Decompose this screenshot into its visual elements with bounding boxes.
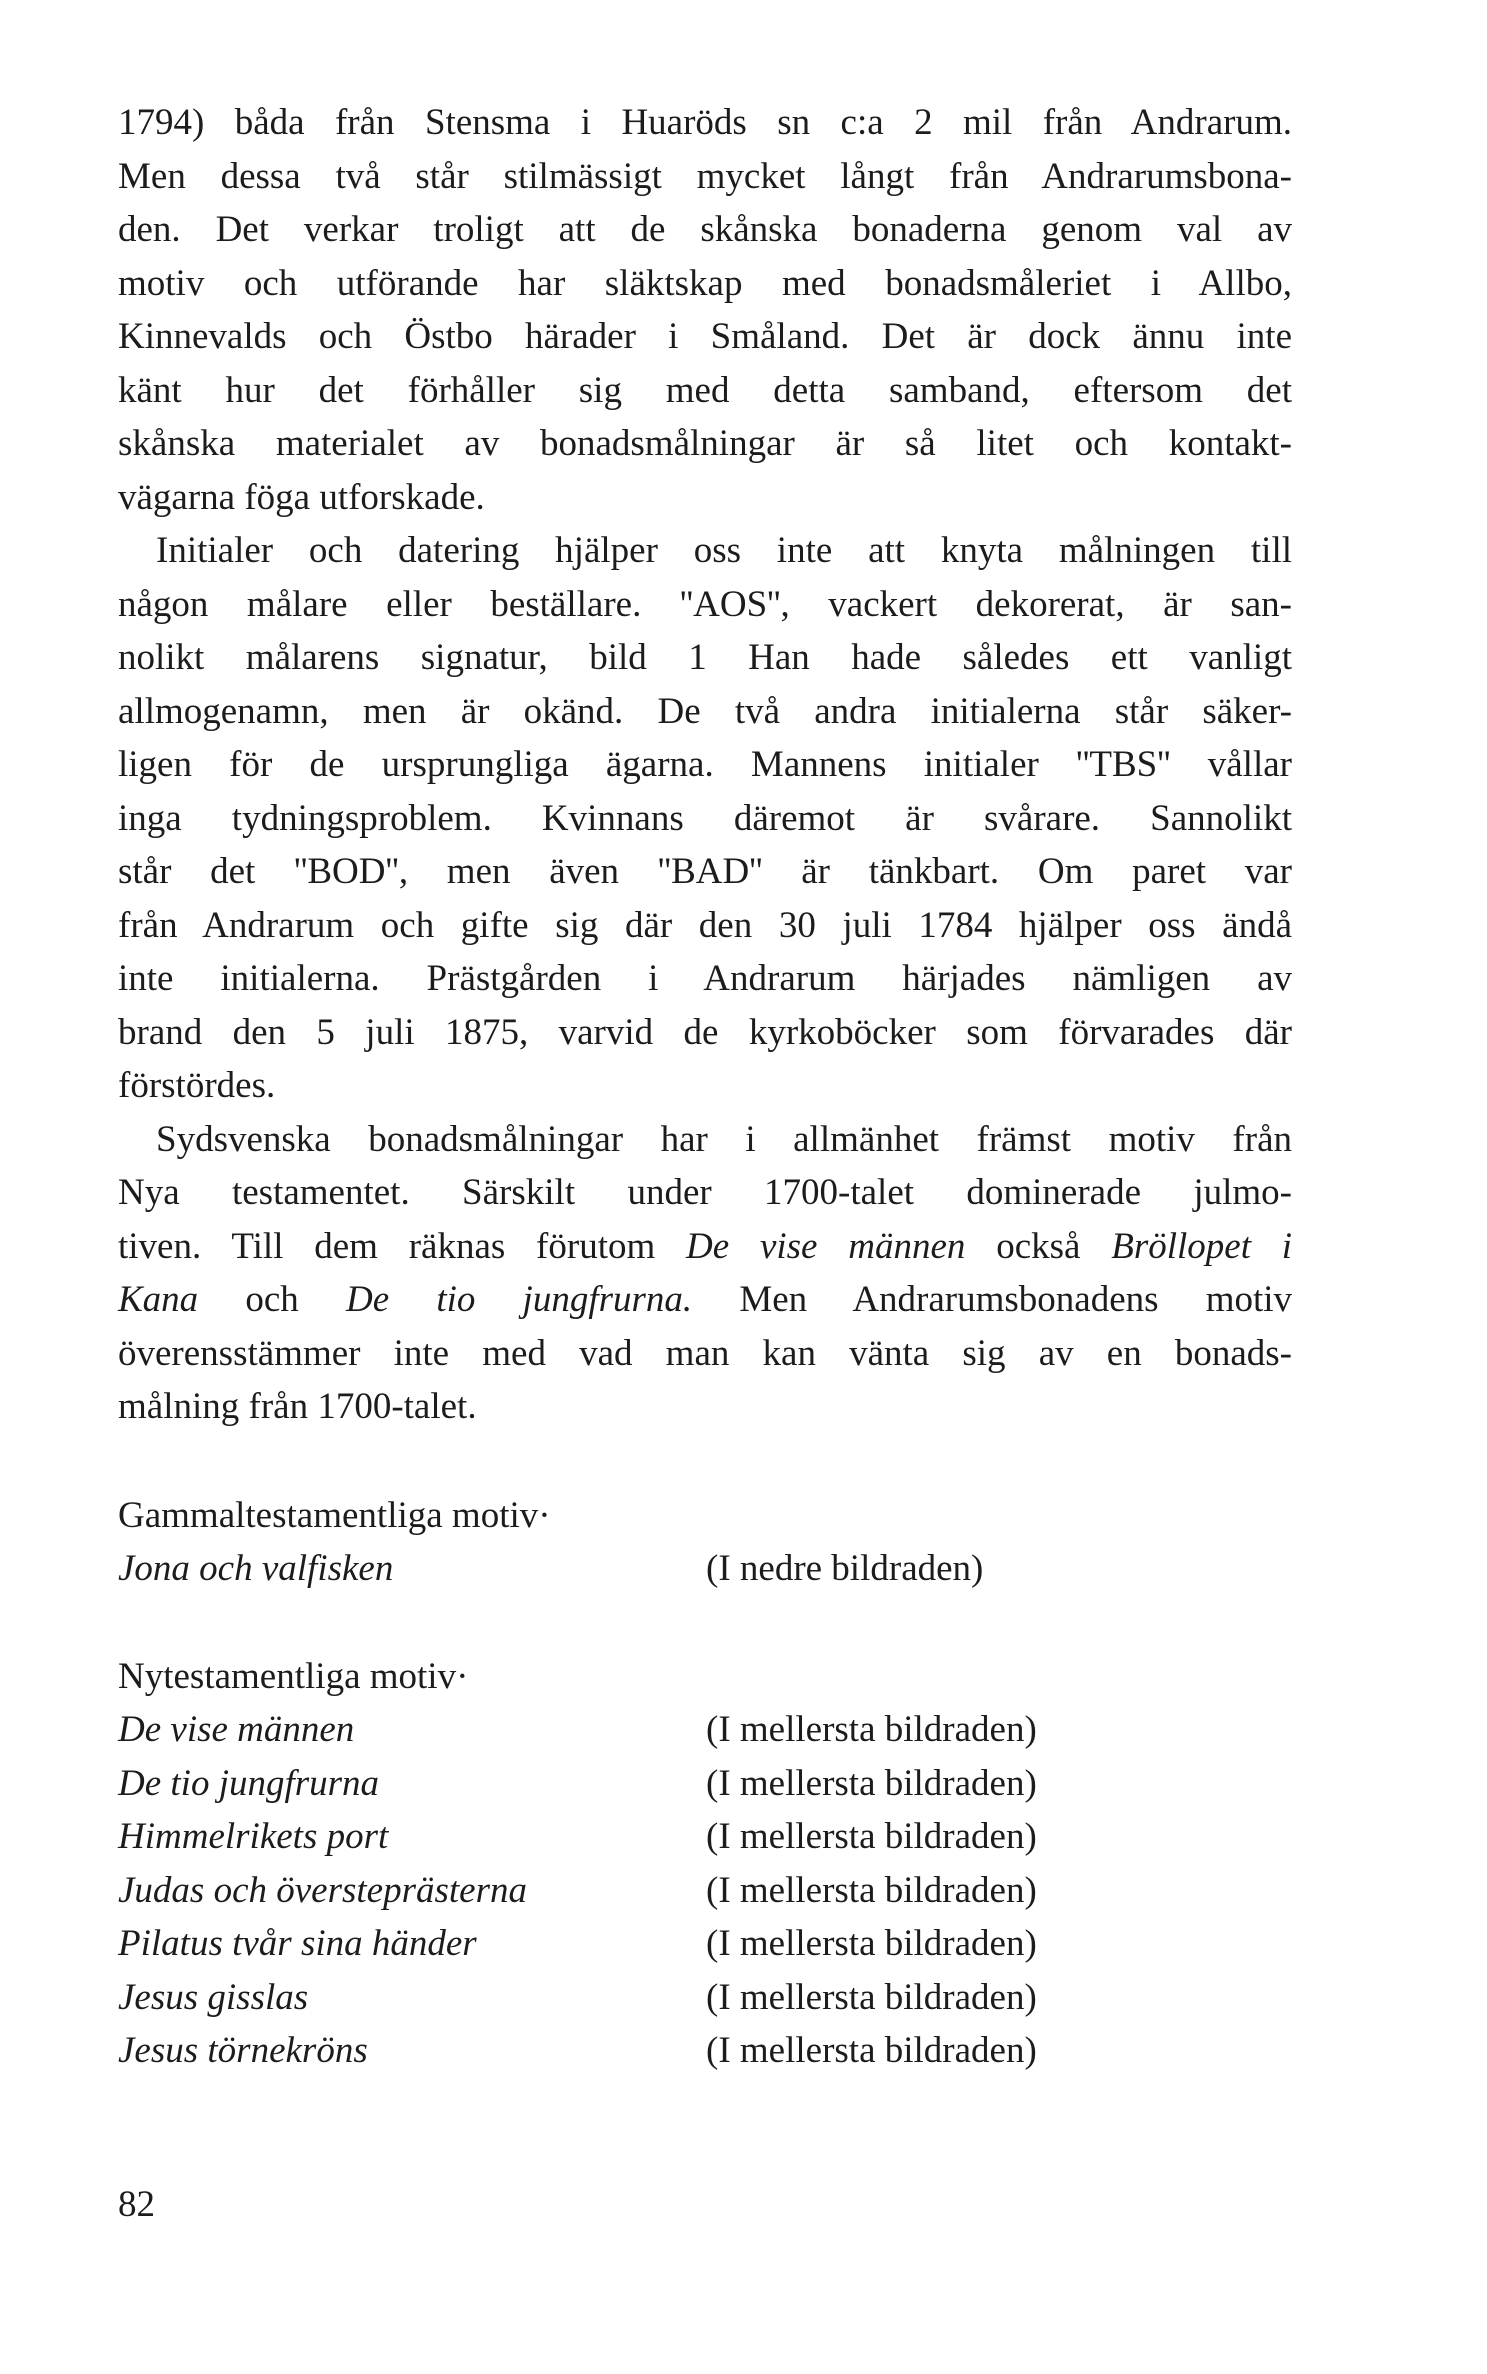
italic-title: De vise männen	[686, 1225, 966, 1267]
italic-title: Bröllopet i	[1111, 1225, 1293, 1267]
list-heading: Nytestamentliga motiv·	[118, 1655, 469, 1697]
italic-title: Kana	[118, 1279, 199, 1320]
page-number: 82	[118, 2184, 155, 2225]
text-line: målning från 1700-talet.	[118, 1386, 477, 1427]
list-item	[118, 1810, 1292, 1864]
motif-title: De vise männen	[118, 1709, 355, 1750]
motif-location: (I mellersta bildraden)	[706, 1976, 1037, 2018]
text-line-mixed	[118, 1273, 1292, 1327]
text-segment: också	[996, 1225, 1081, 1267]
text-line: Nya testamentet. Särskilt under 1700-talet dominerade julmo-	[118, 1172, 1292, 1213]
text-segment: och	[245, 1279, 299, 1320]
text-line: vägarna föga utforskade.	[118, 476, 485, 518]
motif-location: (I mellersta bildraden)	[706, 1869, 1037, 1911]
motif-title: Jesus törnekröns	[118, 2030, 368, 2071]
text-line: motiv och utförande har släktskap med bonadsmåleriet i Allbo,	[118, 262, 1292, 304]
motif-title: Jesus gisslas	[118, 1976, 309, 2018]
motif-title: Jona och valfisken	[118, 1548, 394, 1589]
paragraph-2	[118, 524, 1292, 1113]
motif-title: De tio jungfrurna	[118, 1762, 380, 1804]
list-item	[118, 1864, 1292, 1918]
text-segment: tiven. Till dem räknas förutom	[118, 1225, 656, 1267]
page-body	[118, 96, 1292, 2078]
motif-location: (I mellersta bildraden)	[706, 1923, 1037, 1964]
paragraph-3	[118, 1113, 1292, 1434]
new-testament-list	[118, 1650, 1292, 2078]
text-line: nolikt målarens signatur, bild 1 Han hade således ett vanligt	[118, 637, 1292, 678]
list-item	[118, 2024, 1292, 2078]
motif-location: (I mellersta bildraden)	[706, 2030, 1037, 2071]
text-line: skånska materialet av bonadsmålningar är så litet och kontakt-	[118, 423, 1292, 464]
list-item	[118, 1542, 1292, 1596]
text-line: ligen för de ursprungliga ägarna. Mannens initialer ''TBS'' vållar	[118, 744, 1292, 785]
list-item	[118, 1757, 1292, 1811]
text-line: från Andrarum och gifte sig där den 30 juli 1784 hjälper oss ändå	[118, 904, 1292, 946]
text-line: Kinnevalds och Östbo härader i Småland. Det är dock ännu inte	[118, 316, 1292, 357]
text-line: Initialer och datering hjälper oss inte att knyta målningen till	[156, 530, 1292, 571]
text-line: står det ''BOD'', men även ''BAD'' är tänkbart. Om paret var	[118, 851, 1292, 892]
motif-location: (I nedre bildraden)	[706, 1548, 984, 1589]
text-line: allmogenamn, men är okänd. De två andra initialerna står säker-	[118, 690, 1292, 732]
motif-location: (I mellersta bildraden)	[706, 1709, 1037, 1750]
list-item	[118, 1971, 1292, 2025]
text-line: inga tydningsproblem. Kvinnans däremot är svårare. Sannolikt	[118, 797, 1292, 839]
text-line: brand den 5 juli 1875, varvid de kyrkoböcker som förvarades där	[118, 1011, 1292, 1053]
text-line: någon målare eller beställare. ''AOS'', vackert dekorerat, är san-	[118, 583, 1292, 625]
motif-title: Himmelrikets port	[118, 1816, 389, 1857]
text-segment: Men Andrarumsbonadens motiv	[739, 1279, 1293, 1320]
motif-title: Pilatus tvår sina händer	[118, 1923, 477, 1964]
motif-title: Judas och översteprästerna	[118, 1869, 527, 1911]
text-line: den. Det verkar troligt att de skånska bonaderna genom val av	[118, 209, 1292, 250]
text-line: överensstämmer inte med vad man kan vänta sig av en bonads-	[118, 1332, 1292, 1374]
text-line: Sydsvenska bonadsmålningar har i allmänhet främst motiv från	[156, 1118, 1292, 1160]
list-heading: Gammaltestamentliga motiv·	[118, 1494, 551, 1536]
motif-location: (I mellersta bildraden)	[706, 1816, 1037, 1857]
motif-location: (I mellersta bildraden)	[706, 1762, 1037, 1804]
text-line: 1794) båda från Stensma i Huaröds sn c:a 2 mil från Andrarum.	[118, 102, 1292, 143]
text-line: Men dessa två står stilmässigt mycket långt från Andrarumsbona-	[118, 155, 1292, 197]
italic-title: De tio jungfrurna.	[346, 1279, 693, 1320]
text-line: förstördes.	[118, 1065, 276, 1106]
text-line-mixed	[118, 1220, 1292, 1274]
list-item	[118, 1703, 1292, 1757]
paragraph-1	[118, 96, 1292, 524]
text-line: inte initialerna. Prästgården i Andrarum härjades nämligen av	[118, 958, 1292, 999]
text-line: känt hur det förhåller sig med detta samband, eftersom det	[118, 369, 1292, 411]
old-testament-list	[118, 1489, 1292, 1596]
list-item	[118, 1917, 1292, 1971]
